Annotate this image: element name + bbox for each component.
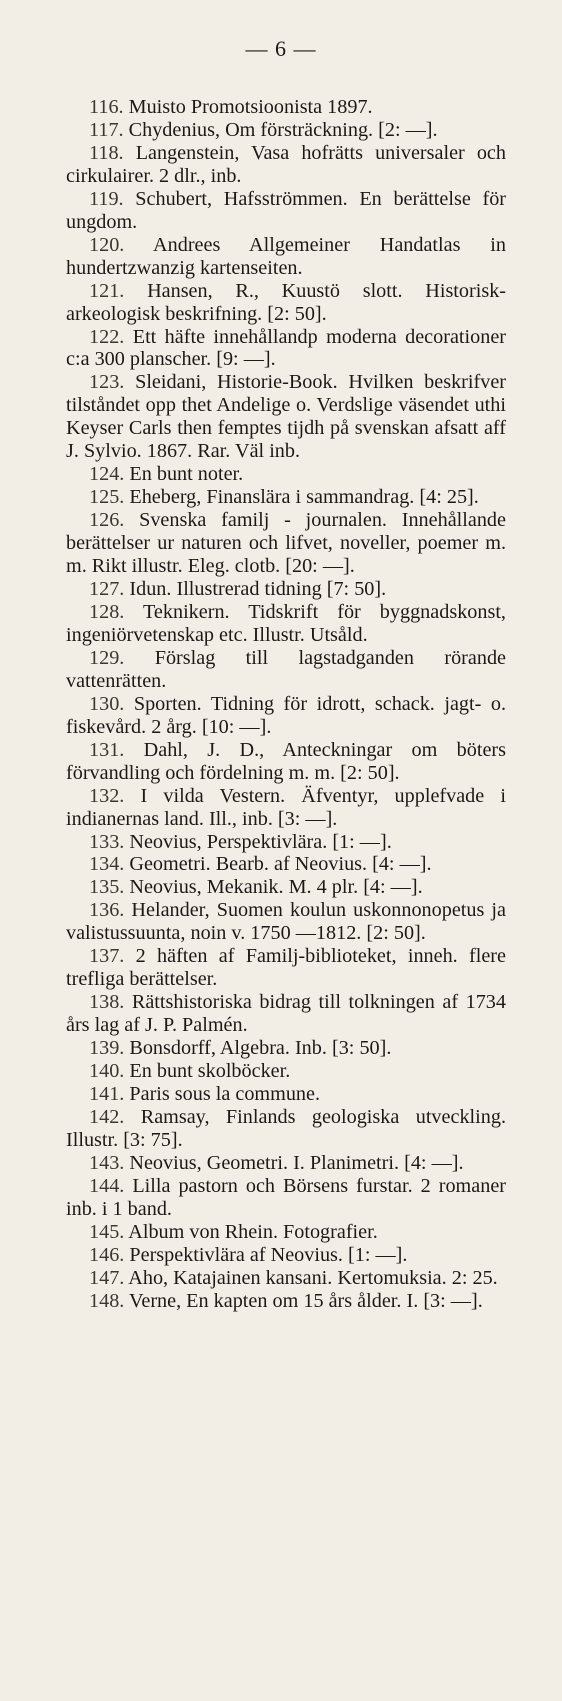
entry-text: Förslag till lagstadganden rörande vattenrätten.: [66, 646, 506, 692]
catalog-entry: [66, 876, 506, 899]
catalog-entry: [66, 945, 506, 991]
catalog-entry: [66, 693, 506, 739]
entry-number: 143.: [89, 1151, 125, 1174]
entry-number: 146.: [89, 1243, 125, 1266]
catalog-entry: [66, 280, 506, 326]
entry-text: Rättshistoriska bidrag till tolkningen af 1734 års lag af J. P. Palmén.: [66, 991, 506, 1037]
entry-text: En bunt noter.: [129, 463, 244, 486]
page-number: — 6 —: [245, 36, 317, 61]
catalog-entry: [66, 1106, 506, 1152]
catalog-entry: [66, 785, 506, 831]
catalog-entry: [66, 1083, 506, 1106]
entry-text: Neovius, Perspektivlära. [1: —].: [129, 830, 392, 853]
entry-text: Langenstein, Vasa hofrätts universaler och cirkulairer. 2 dlr., inb.: [66, 141, 506, 187]
entry-text: Andrees Allgemeiner Handatlas in hundertzwanzig kartenseiten.: [66, 233, 506, 279]
entry-number: 125.: [89, 486, 125, 509]
entry-number: 127.: [89, 578, 125, 601]
catalog-entry: [66, 142, 506, 188]
entry-number: 124.: [89, 463, 125, 486]
entry-text: Lilla pastorn och Börsens furstar. 2 romaner inb. i 1 band.: [66, 1174, 506, 1220]
entry-text: Neovius, Mekanik. M. 4 plr. [4: —].: [129, 876, 423, 899]
entry-number: 145.: [89, 1220, 125, 1243]
entry-number: 119.: [89, 187, 124, 210]
entry-number: 147.: [89, 1266, 125, 1289]
catalog-entry: [66, 1267, 506, 1290]
entry-number: 135.: [89, 876, 125, 899]
catalog-entry: [66, 486, 506, 509]
entry-number: 129.: [89, 646, 125, 669]
entry-text: I vilda Vestern. Äfventyr, upplefvade i indianernas land. Ill., inb. [3: —].: [66, 784, 507, 830]
entry-text: 2 häften af Familj-biblioteket, inneh. flere trefliga berättelser.: [66, 945, 506, 991]
catalog-entry: [66, 991, 506, 1037]
entry-number: 137.: [89, 945, 125, 968]
entry-number: 120.: [89, 233, 125, 256]
entry-text: Chydenius, Om försträckning. [2: —].: [128, 118, 438, 141]
catalog-entry: [66, 1221, 506, 1244]
entry-text: Verne, En kapten om 15 års ålder. I. [3: —].: [129, 1289, 483, 1312]
entry-number: 123.: [89, 371, 125, 394]
entry-number: 142.: [89, 1105, 125, 1128]
catalog-entry: [66, 739, 506, 785]
entry-number: 134.: [89, 853, 125, 876]
entry-number: 138.: [89, 991, 125, 1014]
entry-number: 132.: [89, 784, 125, 807]
entry-text: Neovius, Geometri. I. Planimetri. [4: —].: [129, 1151, 464, 1174]
catalog-entry: [66, 371, 506, 463]
catalog-entry: [66, 1152, 506, 1175]
entry-number: 118.: [89, 141, 124, 164]
entry-number: 139.: [89, 1037, 125, 1060]
catalog-entry: [66, 188, 506, 234]
entry-text: Paris sous la commune.: [129, 1082, 321, 1105]
entry-text: Eheberg, Finanslära i sammandrag. [4: 25].: [129, 486, 479, 509]
catalog-entry: [66, 1175, 506, 1221]
entry-text: Helander, Suomen koulun uskonnonopetus ja valistussuunta, noin v. 1750 —1812. [2: 50].: [66, 899, 506, 945]
entry-text: Album von Rhein. Fotografier.: [128, 1220, 378, 1243]
catalog-entry: [66, 578, 506, 601]
entry-text: Schubert, Hafsströmmen. En berättelse för ungdom.: [66, 187, 507, 233]
entry-text: Sporten. Tidning för idrott, schack. jagt- o. fiskevård. 2 årg. [10: —].: [66, 692, 507, 738]
entry-number: 148.: [89, 1289, 125, 1312]
entry-text: Perspektivlära af Neovius. [1: —].: [129, 1243, 408, 1266]
entry-text: Bonsdorff, Algebra. Inb. [3: 50].: [129, 1037, 392, 1060]
entry-text: Muisto Promotsioonista 1897.: [128, 96, 373, 118]
entry-text: En bunt skolböcker.: [129, 1060, 291, 1083]
entry-number: 126.: [89, 509, 125, 532]
entry-list: [66, 96, 506, 1313]
entry-number: 117.: [89, 118, 124, 141]
entry-text: Idun. Illustrerad tidning [7: 50].: [129, 578, 387, 601]
entry-number: 121.: [89, 279, 125, 302]
catalog-entry: [66, 119, 506, 142]
catalog-entry: [66, 1060, 506, 1083]
entry-number: 130.: [89, 692, 125, 715]
entry-number: 136.: [89, 899, 125, 922]
catalog-entry: [66, 647, 506, 693]
catalog-entry: [66, 899, 506, 945]
catalog-entry: [66, 1290, 506, 1313]
catalog-entry: [66, 1244, 506, 1267]
entry-text: Teknikern. Tidskrift för byggnadskonst, ingeniörvetenskap etc. Illustr. Utsåld.: [66, 600, 506, 646]
catalog-entry: [66, 463, 506, 486]
entry-text: Geometri. Bearb. af Neovius. [4: —].: [129, 853, 432, 876]
entry-number: 141.: [89, 1082, 125, 1105]
entry-number: 128.: [89, 600, 125, 623]
entry-number: 116.: [89, 96, 124, 118]
catalog-entry: [66, 853, 506, 876]
entry-number: 131.: [89, 738, 125, 761]
entry-number: 122.: [89, 325, 125, 348]
catalog-entry: [66, 1037, 506, 1060]
entry-text: Aho, Katajainen kansani. Kertomuksia. 2: 25.: [128, 1266, 498, 1289]
catalog-entry: [66, 96, 506, 119]
entry-text: Svenska familj - journalen. Innehållande berättelser ur naturen och lifvet, noveller, poemer m. m. Rikt illustr. Eleg. clotb. [20: —].: [66, 509, 506, 578]
entry-text: Sleidani, Historie-Book. Hvilken beskrifver tilståndet opp thet Andelige o. Verdslige väsendet uthi Keyser Carls then femptes tijdh på svenskan afsatt aff J. Sylvio. 1867. Rar. Väl inb.: [66, 371, 507, 463]
catalog-entry: [66, 234, 506, 280]
entry-number: 140.: [89, 1060, 125, 1083]
entry-number: 133.: [89, 830, 125, 853]
entry-text: Ett häfte innehållandp moderna decorationer c:a 300 planscher. [9: —].: [66, 325, 507, 371]
entry-text: Hansen, R., Kuustö slott. Historisk-arkeologisk beskrifning. [2: 50].: [66, 279, 507, 325]
catalog-entry: [66, 831, 506, 854]
catalog-entry: [66, 326, 506, 372]
entry-number: 144.: [89, 1174, 125, 1197]
catalog-entry: [66, 509, 506, 578]
catalog-entry: [66, 601, 506, 647]
entry-text: Ramsay, Finlands geologiska utveckling. Illustr. [3: 75].: [66, 1105, 506, 1151]
entry-text: Dahl, J. D., Anteckningar om böters förvandling och fördelning m. m. [2: 50].: [66, 738, 507, 784]
